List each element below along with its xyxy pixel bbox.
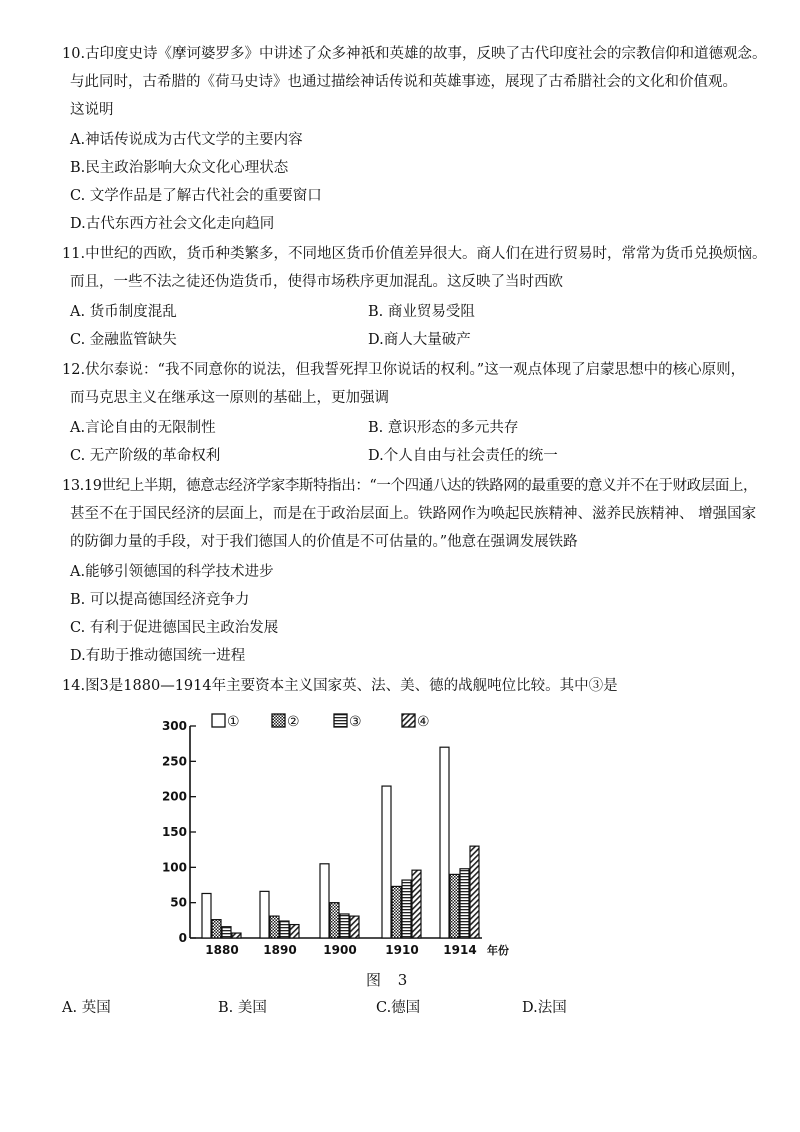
y-tick-label: 100 xyxy=(161,860,187,875)
q12-line-1: 12.伏尔泰说：“我不同意你的说法，但我誓死捍卫你说话的权利。”这一观点体现了启蒙思想中的核心原则， xyxy=(62,362,746,378)
bar-1914-series-3 xyxy=(460,869,469,938)
x-tick-label: 1900 xyxy=(323,943,357,957)
bar-1900-series-3 xyxy=(340,914,349,938)
legend-label-3: ③ xyxy=(349,714,362,730)
q10-line-1: 10.古印度史诗《摩诃婆罗多》中讲述了众多神祇和英雄的故事，反映了古代印度社会的宗教信仰和道德观念。 xyxy=(62,46,767,62)
y-tick-label: 0 xyxy=(178,931,187,945)
y-tick-label: 300 xyxy=(161,719,187,733)
bar-1914-series-4 xyxy=(470,846,479,938)
q11-option-c[interactable]: C. 金融监管缺失 xyxy=(70,332,177,348)
q12-option-d[interactable]: D.个人自由与社会责任的统一 xyxy=(368,448,558,464)
q12-line-2: 而马克思主义在继承这一原则的基础上，更加强调 xyxy=(70,390,389,406)
bar-1880-series-3 xyxy=(222,927,231,938)
figure-caption: 图 3 xyxy=(366,971,414,989)
q11-line-2: 而且，一些不法之徒还伪造货币，使得市场秩序更加混乱。这反映了当时西欧 xyxy=(70,274,563,290)
legend-swatch-4 xyxy=(402,714,415,727)
legend-swatch-1 xyxy=(212,714,225,727)
bar-1914-series-1 xyxy=(440,747,449,938)
q10-line-3: 这说明 xyxy=(70,102,114,118)
q13-line-1: 13.19世纪上半期，德意志经济学家李斯特指出：“一个四通八达的铁路网的最重要的意义并不在于财政层面上， xyxy=(62,478,758,494)
q10-line-2: 与此同时，古希腊的《荷马史诗》也通过描绘神话传说和英雄事迹，展现了古希腊社会的文化和价值观。 xyxy=(70,74,737,90)
q13-option-d[interactable]: D.有助于推动德国统一进程 xyxy=(70,648,246,664)
bar-1910-series-1 xyxy=(382,786,391,938)
warship-tonnage-chart xyxy=(160,708,520,966)
x-tick-label: 1914 xyxy=(443,943,477,957)
y-tick-label: 150 xyxy=(161,825,187,839)
bar-1890-series-1 xyxy=(260,891,269,938)
legend-swatch-2 xyxy=(272,714,285,727)
bar-1914-series-2 xyxy=(450,874,459,938)
bar-1890-series-3 xyxy=(280,921,289,938)
legend-label-2: ② xyxy=(287,714,300,730)
bar-1880-series-2 xyxy=(212,920,221,938)
q13-option-a[interactable]: A.能够引领德国的科学技术进步 xyxy=(70,564,274,580)
bar-1910-series-4 xyxy=(412,870,421,938)
q11-option-d[interactable]: D.商人大量破产 xyxy=(368,332,471,348)
q10-option-a[interactable]: A.神话传说成为古代文学的主要内容 xyxy=(70,132,303,148)
q12-option-c[interactable]: C. 无产阶级的革命权利 xyxy=(70,448,221,464)
q14-option-d[interactable]: D.法国 xyxy=(522,1000,567,1016)
q10-option-c[interactable]: C. 文学作品是了解古代社会的重要窗口 xyxy=(70,188,322,204)
legend-swatch-3 xyxy=(334,714,347,727)
q11-option-a[interactable]: A. 货币制度混乱 xyxy=(70,304,177,320)
x-axis-label: 年份 xyxy=(487,944,509,957)
q14-option-c[interactable]: C.德国 xyxy=(376,1000,421,1016)
q13-option-c[interactable]: C. 有利于促进德国民主政治发展 xyxy=(70,620,279,636)
q12-option-b[interactable]: B. 意识形态的多元共存 xyxy=(368,420,519,436)
bar-1880-series-4 xyxy=(232,933,241,938)
bar-1900-series-1 xyxy=(320,864,329,938)
x-tick-label: 1890 xyxy=(263,943,297,957)
y-tick-label: 250 xyxy=(161,754,187,769)
q14-option-b[interactable]: B. 美国 xyxy=(218,1000,267,1016)
bar-1910-series-3 xyxy=(402,880,411,938)
bar-1910-series-2 xyxy=(392,886,401,938)
bar-1880-series-1 xyxy=(202,893,211,938)
bar-1890-series-4 xyxy=(290,925,299,938)
legend-label-1: ① xyxy=(227,714,240,730)
bar-1900-series-4 xyxy=(350,916,359,938)
y-tick-label: 200 xyxy=(161,789,187,804)
q10-option-b[interactable]: B.民主政治影响大众文化心理状态 xyxy=(70,160,289,176)
bar-1900-series-2 xyxy=(330,903,339,938)
q13-line-2: 甚至不在于国民经济的层面上，而是在于政治层面上。铁路网作为唤起民族精神、滋养民族精神、 增强国家 xyxy=(70,506,757,522)
q13-line-3: 的防御力量的手段，对于我们德国人的价值是不可估量的。”他意在强调发展铁路 xyxy=(70,534,578,550)
q13-option-b[interactable]: B. 可以提高德国经济竞争力 xyxy=(70,592,250,608)
q12-option-a[interactable]: A.言论自由的无限制性 xyxy=(70,420,216,436)
x-tick-label: 1910 xyxy=(385,943,419,957)
bar-1890-series-2 xyxy=(270,916,279,938)
q11-line-1: 11.中世纪的西欧，货币种类繁多，不同地区货币价值差异很大。商人们在进行贸易时，常常为货币兑换烦恼。 xyxy=(62,246,767,262)
x-tick-label: 1880 xyxy=(205,943,239,957)
q10-option-d[interactable]: D.古代东西方社会文化走向趋同 xyxy=(70,216,275,232)
q14-option-a[interactable]: A. 英国 xyxy=(62,1000,111,1016)
q14-line-1: 14.图3是1880—1914年主要资本主义国家英、法、美、德的战舰吨位比较。其中③是 xyxy=(62,678,618,694)
q11-option-b[interactable]: B. 商业贸易受阻 xyxy=(368,304,475,320)
legend-label-4: ④ xyxy=(417,714,430,730)
y-tick-label: 50 xyxy=(170,895,187,910)
